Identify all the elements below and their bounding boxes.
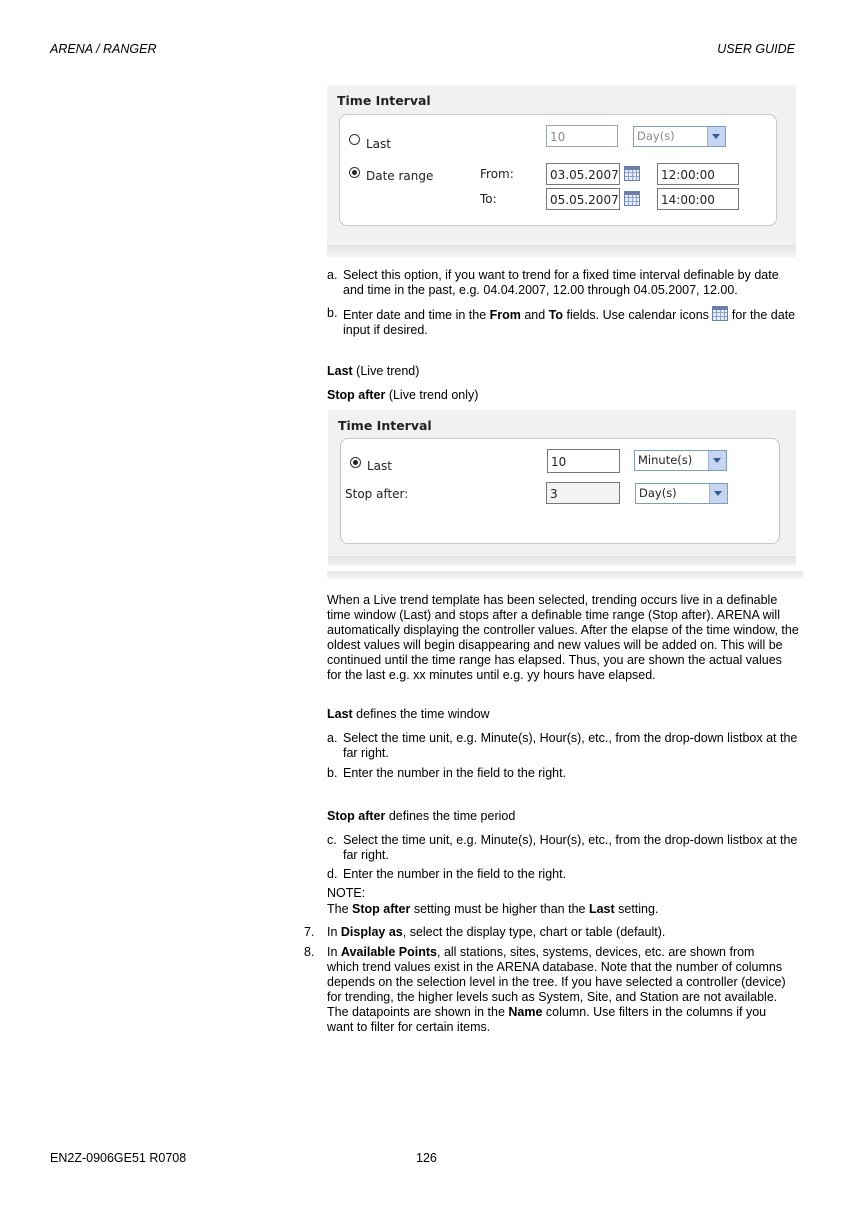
step-term: Name	[508, 1005, 543, 1019]
last-unit-select[interactable]	[633, 126, 726, 147]
last-radio[interactable]	[349, 134, 360, 145]
step-part: column. Use filters in the columns if you want to filter for certain items.	[327, 1005, 767, 1034]
stop-after-unit-value: Day(s)	[639, 486, 677, 500]
term-bold: Last	[327, 707, 353, 721]
list-letter: a.	[327, 731, 338, 745]
list-text-part: for the date input if desired.	[343, 308, 796, 337]
step-term: Available Points	[340, 945, 437, 959]
list-letter: b.	[327, 306, 338, 320]
list-text: Select the time unit, e.g. Minute(s), Hour(s), etc., from the drop-down listbox at the far right.	[343, 833, 798, 862]
from-label: From:	[480, 167, 514, 181]
stop-after-unit-select[interactable]	[635, 483, 728, 504]
footer-doc-id: EN2Z-0906GE51 R0708	[50, 1151, 187, 1165]
note-part: setting.	[614, 902, 659, 916]
term-bold: Stop after	[327, 809, 386, 823]
list-letter: a.	[327, 268, 338, 282]
panel-shadow	[327, 245, 796, 255]
note-term: Stop after	[352, 902, 411, 916]
list-text-part: Enter date and time in the	[343, 308, 490, 322]
last-unit-value: Minute(s)	[638, 453, 693, 467]
calendar-icon	[712, 306, 728, 321]
list-text: Select this option, if you want to trend for a fixed time interval definable by date and time in the past, e.g. 04.04.2007, 12.00 through 04.05.2007, 12.00.	[343, 268, 779, 297]
chevron-down-icon[interactable]	[708, 451, 726, 470]
list-letter: d.	[327, 867, 338, 881]
to-time-field[interactable]: 14:00:00	[657, 188, 739, 210]
chevron-down-icon[interactable]	[709, 484, 727, 503]
live-trend-paragraph: When a Live trend template has been selected, trending occurs live in a definable time window (Last) and stops after a definable time range (Stop after). ARENA will automatically displaying the controller values. After the elapse of the time window, the oldest values will begin disappearing and new values will be added on. This will be continued until the time range has elapsed. Thus, you are shown the actual values for the last e.g. xx minutes until e.g. yy hours have elapsed.	[327, 593, 799, 682]
list-item	[327, 268, 802, 298]
note-part: The	[327, 902, 353, 916]
step-part: In	[327, 945, 341, 959]
list-text: Enter the number in the field to the right.	[343, 867, 567, 881]
heading-bold: Last	[327, 364, 353, 378]
list-item	[327, 306, 802, 338]
note-text	[327, 902, 802, 917]
date-range-label: Date range	[366, 169, 434, 183]
step-number: 7.	[304, 925, 315, 939]
list-text: Enter the number in the field to the right.	[343, 766, 567, 780]
panel-shadow	[328, 556, 796, 566]
step-part: , select the display type, chart or table (default).	[402, 925, 666, 939]
panel-title: Time Interval	[337, 93, 431, 108]
step-item	[304, 945, 788, 1035]
time-interval-panel-date-range	[327, 85, 796, 257]
note-part: setting must be higher than the	[410, 902, 589, 916]
divider	[327, 571, 803, 579]
calendar-icon[interactable]	[624, 166, 640, 181]
last-label: Last	[366, 137, 391, 151]
from-date-field[interactable]: 03.05.2007	[546, 163, 620, 185]
stop-heading	[327, 388, 802, 403]
heading-bold: Stop after	[327, 388, 386, 402]
last-defines	[327, 707, 802, 722]
list-text: Select the time unit, e.g. Minute(s), Hour(s), etc., from the drop-down listbox at the far right.	[343, 731, 798, 760]
to-term: To	[548, 308, 564, 322]
last-value-field[interactable]: 10	[547, 449, 620, 473]
time-interval-panel-live	[328, 410, 796, 566]
step-term: Display as	[340, 925, 403, 939]
panel-title: Time Interval	[338, 418, 432, 433]
note-term: Last	[588, 902, 615, 916]
to-label: To:	[480, 192, 497, 206]
term-rest: defines the time window	[352, 707, 490, 721]
page-number: 126	[416, 1151, 437, 1165]
list-item	[327, 833, 802, 863]
to-date-field[interactable]: 05.05.2007	[546, 188, 620, 210]
last-value-field[interactable]: 10	[546, 125, 618, 147]
list-text-part: fields. Use calendar icons	[563, 308, 713, 322]
list-letter: b.	[327, 766, 338, 780]
header-guide: USER GUIDE	[717, 42, 795, 56]
step-part: , all stations, sites, systems, devices, etc. are shown from which trend values exist in the ARENA database. Note that the number of columns depends on the selection level in the tree. If you have selected a controller (device) for trending, the higher levels such as System, Site, and Station are not available. The datapoints are shown in the	[327, 945, 786, 1019]
stop-after-value-field[interactable]: 3	[546, 482, 620, 504]
chevron-down-icon[interactable]	[707, 127, 725, 146]
heading-rest: (Live trend only)	[385, 388, 479, 402]
heading-rest: (Live trend)	[352, 364, 420, 378]
from-term: From	[489, 308, 521, 322]
list-item	[327, 731, 802, 761]
term-rest: defines the time period	[385, 809, 516, 823]
list-item	[327, 867, 802, 882]
step-part: In	[327, 925, 341, 939]
header-product: ARENA / RANGER	[50, 42, 157, 56]
stop-defines	[327, 809, 802, 824]
last-heading	[327, 364, 802, 379]
step-number: 8.	[304, 945, 315, 959]
last-unit-value: Day(s)	[637, 129, 675, 143]
list-letter: c.	[327, 833, 337, 847]
step-item	[304, 925, 802, 940]
from-time-field[interactable]: 12:00:00	[657, 163, 739, 185]
list-item	[327, 766, 802, 781]
calendar-icon[interactable]	[624, 191, 640, 206]
last-radio[interactable]	[350, 457, 361, 468]
note-label: NOTE:	[327, 886, 366, 900]
last-label: Last	[367, 459, 392, 473]
date-range-radio[interactable]	[349, 167, 360, 178]
last-unit-select[interactable]	[634, 450, 727, 471]
stop-after-label: Stop after:	[345, 487, 409, 501]
list-text-part: and	[520, 308, 549, 322]
